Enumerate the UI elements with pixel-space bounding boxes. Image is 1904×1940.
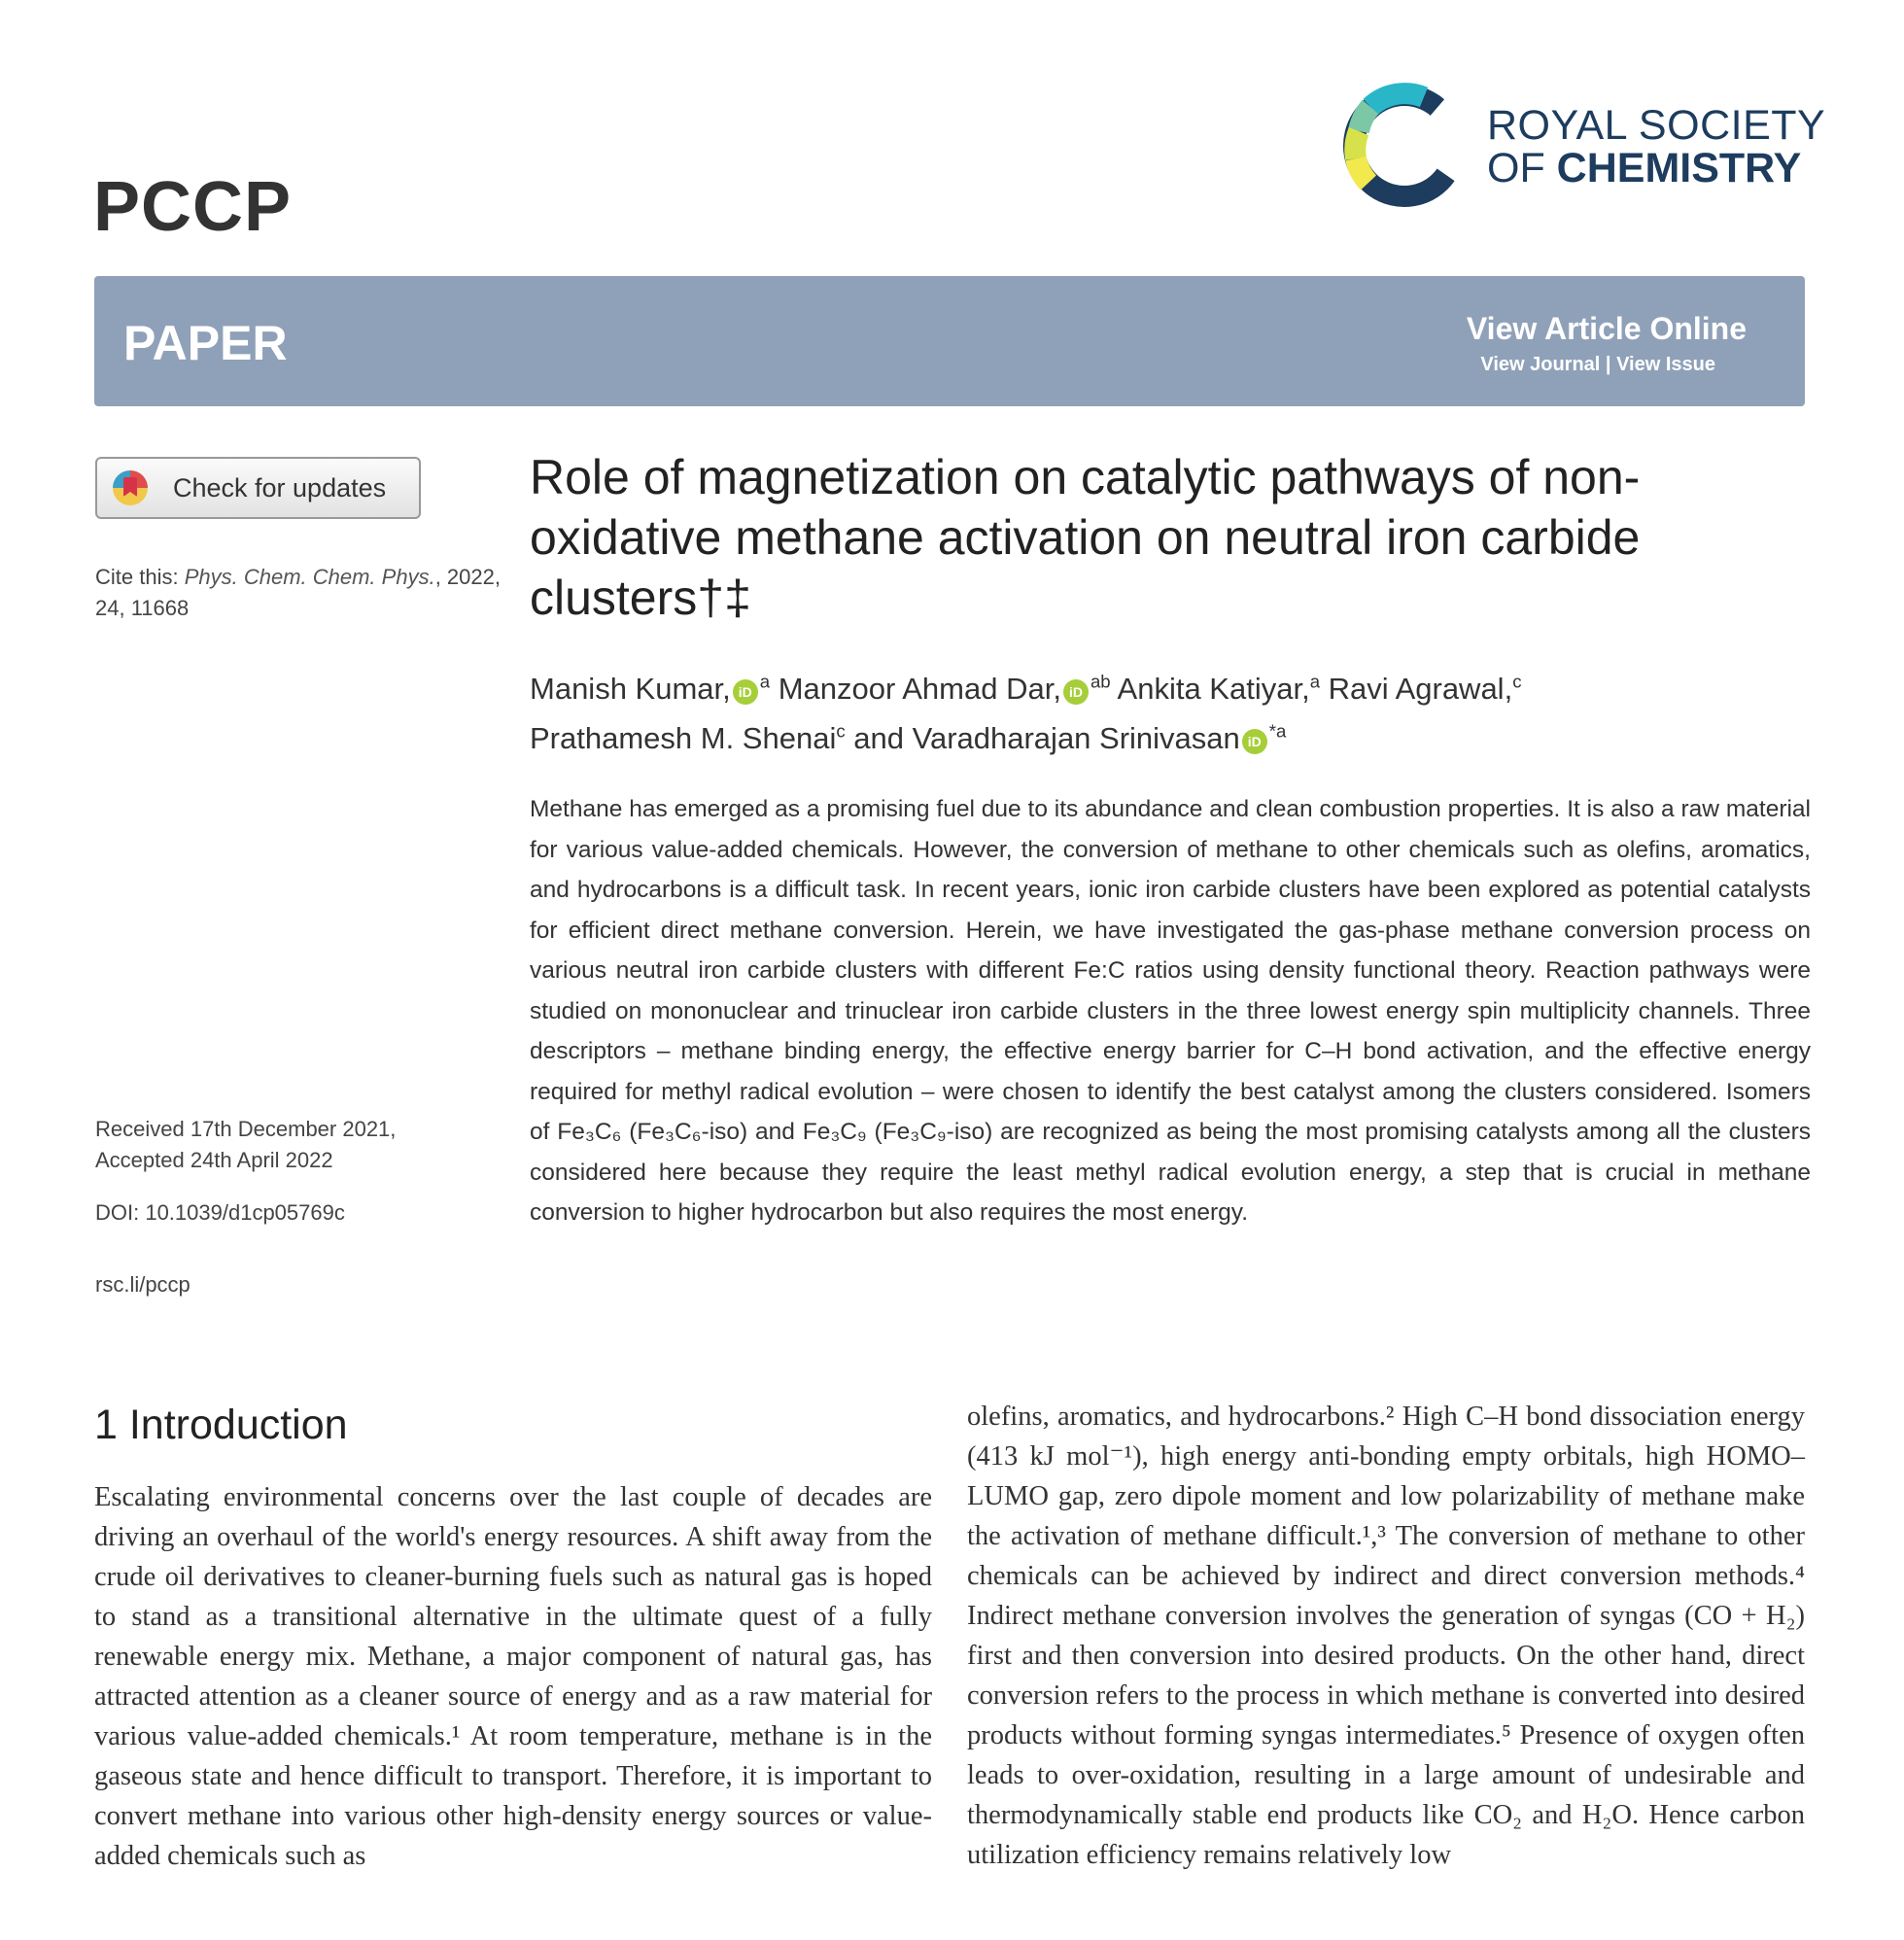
publisher-name-line2 <box>1487 145 1801 192</box>
orcid-icon[interactable]: iD <box>1242 729 1267 754</box>
author[interactable] <box>1329 672 1522 706</box>
publisher-name-bold: CHEMISTRY <box>1556 145 1802 191</box>
author[interactable] <box>530 672 770 706</box>
article-title: Role of magnetization on catalytic pathways of non-oxidative methane activation on neutral iron carbide clusters†‡ <box>530 450 1641 625</box>
author-affiliation: a <box>759 672 771 692</box>
author-name: Manzoor Ahmad Dar, <box>778 672 1061 707</box>
check-for-updates-button[interactable] <box>95 457 421 519</box>
publication-dates <box>95 1114 503 1176</box>
author-affiliation: ab <box>1090 672 1111 692</box>
view-journal-link[interactable]: View Journal <box>1480 354 1601 375</box>
accepted-date: Accepted 24th April 2022 <box>95 1148 333 1172</box>
doi[interactable]: DOI: 10.1039/d1cp05769c <box>95 1200 345 1225</box>
publisher-name-line1: ROYAL SOCIETY <box>1487 102 1826 149</box>
author-name: and Varadharajan Srinivasan <box>853 720 1240 755</box>
author-affiliation: c <box>1512 672 1522 692</box>
publisher-logo[interactable] <box>1332 73 1826 219</box>
article-type-banner <box>94 276 1805 406</box>
journal-link[interactable]: rsc.li/pccp <box>95 1272 190 1297</box>
rsc-logo-icon <box>1332 73 1477 219</box>
citation <box>95 562 503 624</box>
orcid-icon[interactable]: iD <box>733 679 758 705</box>
author[interactable] <box>530 721 846 755</box>
journal-name: PCCP <box>93 168 293 246</box>
author[interactable] <box>779 672 1111 706</box>
cite-reference: , 2022, 24, 11668 <box>95 565 501 620</box>
author-name: Ravi Agrawal, <box>1328 672 1513 707</box>
link-separator: | <box>1600 354 1617 375</box>
author-affiliation: *a <box>1268 720 1287 742</box>
article-type: PAPER <box>123 316 288 370</box>
crossmark-icon <box>111 468 150 507</box>
received-date: Received 17th December 2021, <box>95 1117 397 1141</box>
publisher-name-prefix: OF <box>1487 145 1557 191</box>
body-text-right-column: olefins, aromatics, and hydrocarbons.² High C–H bond dissociation energy (413 kJ mol⁻¹), high energy anti-bonding empty orbitals, high HOMO–LUMO gap, zero dipole moment and low polarizability of methane make the activation of methane difficult.¹,³ The conversion of methane to other chemicals can be achieved by indirect and direct conversion methods.⁴ Indirect methane conversion involves the generation of syngas (CO + H₂) first and then conversion into desired products. On the other hand, direct conversion refers to the process in which methane is converted into desired products without forming syngas intermediates.⁵ Presence of oxygen often leads to over-oxidation, resulting in a large amount of undesirable and thermodynamically stable end products like CO₂ and H₂O. Hence carbon utilization efficiency remains relatively low <box>967 1402 1805 1870</box>
orcid-icon[interactable]: iD <box>1063 679 1089 705</box>
check-for-updates-label: Check for updates <box>173 473 387 502</box>
view-article-online-link[interactable]: View Article Online <box>1466 311 1747 346</box>
author-list <box>530 661 1813 759</box>
view-issue-link[interactable]: View Issue <box>1616 354 1715 375</box>
author-affiliation: c <box>836 720 846 742</box>
cite-journal: Phys. Chem. Chem. Phys. <box>184 565 435 589</box>
author-name: Ankita Katiyar, <box>1117 672 1310 707</box>
view-links <box>1480 354 1715 376</box>
author[interactable] <box>853 721 1286 755</box>
author[interactable] <box>1118 672 1321 706</box>
body-text-left-column: Escalating environmental concerns over the last couple of decades are driving an overhaul of the world's energy resources. A shift away from the crude oil derivatives to cleaner-burning fuels such as natural gas is hoped to stand as a transitional alternative in the ultimate quest of a fully renewable energy mix. Methane, a major component of natural gas, has attracted attention as a cleaner source of energy and as a raw material for various value-added chemicals.¹ At room temperature, methane is in the gaseous state and hence difficult to transport. Therefore, it is important to convert methane into various other high-density energy sources or value-added chemicals such as <box>94 1482 932 1871</box>
author-name: Manish Kumar, <box>530 672 731 707</box>
cite-label: Cite this: <box>95 565 185 589</box>
abstract: Methane has emerged as a promising fuel due to its abundance and clean combustion properties. It is also a raw material for various value-added chemicals. However, the conversion of methane to other chemicals such as olefins, aromatics, and hydrocarbons is a difficult task. In recent years, ionic iron carbide clusters have been explored as potential catalysts for efficient direct methane conversion. Herein, we have investigated the gas-phase methane conversion process on various neutral iron carbide clusters with different Fe:C ratios using density functional theory. Reaction pathways were studied on mononuclear and trinuclear iron carbide clusters in the three lowest energy spin multiplicity channels. Three descriptors – methane binding energy, the effective energy barrier for C–H bond activation, and the effective energy required for methyl radical evolution – were chosen to identify the best catalyst among the clusters considered. Isomers of Fe₃C₆ (Fe₃C₆-iso) and Fe₃C₉ (Fe₃C₉-iso) are recognized as being the most promising catalysts among all the clusters considered here because they require the least methyl radical evolution energy, a step that is crucial in methane conversion to higher hydrocarbon but also requires the most energy. <box>530 796 1811 1226</box>
author-name: Prathamesh M. Shenai <box>530 720 837 755</box>
author-affiliation: a <box>1309 672 1321 692</box>
section-heading: 1 Introduction <box>94 1402 348 1448</box>
